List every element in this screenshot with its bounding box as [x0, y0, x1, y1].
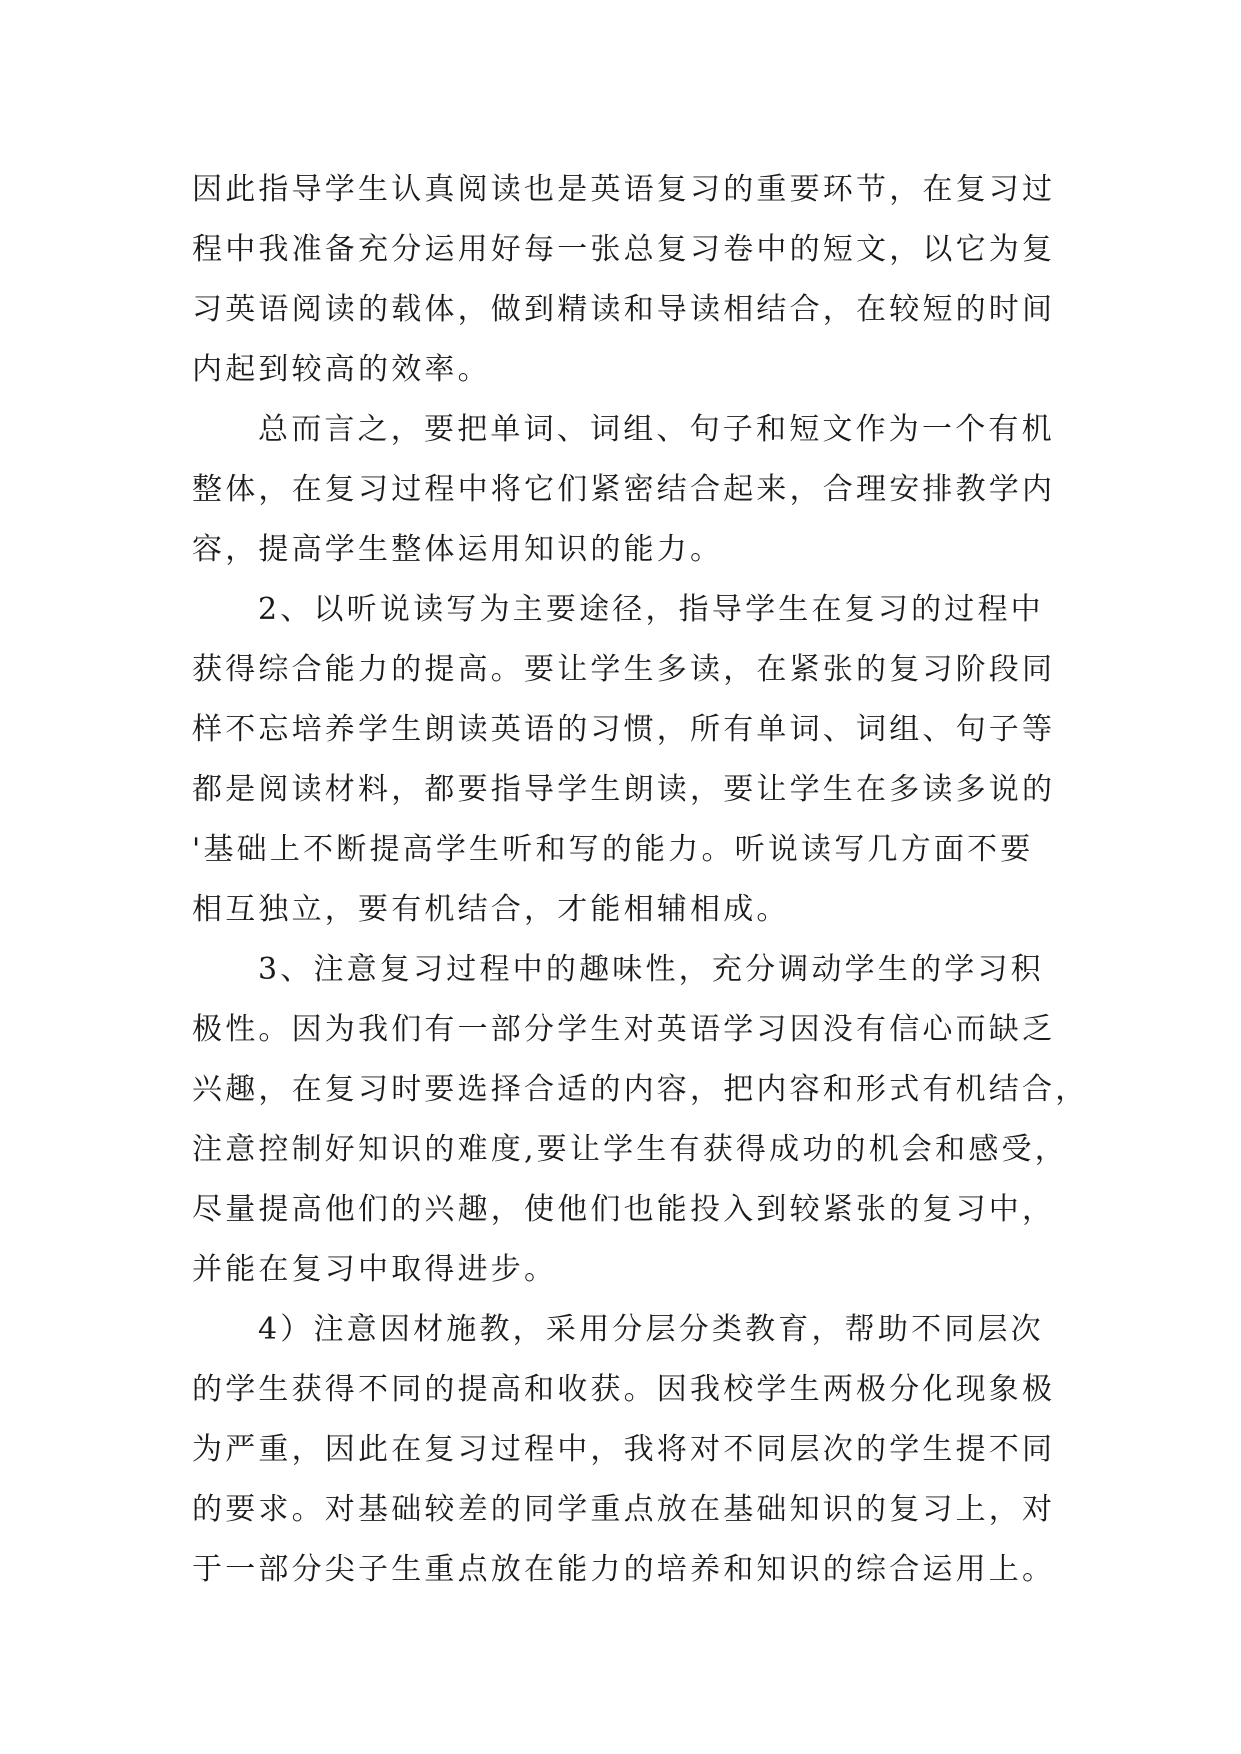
text-line: 因此指导学生认真阅读也是英语复习的重要环节，在复习过: [192, 172, 1056, 207]
text-line: 获得综合能力的提高。要让学生多读，在紧张的复习阶段同: [192, 652, 1056, 687]
text-line: 的要求。对基础较差的同学重点放在基础知识的复习上，对: [192, 1492, 1056, 1527]
text-line: 为严重，因此在复习过程中，我将对不同层次的学生提不同: [192, 1432, 1056, 1467]
text-line: 容，提高学生整体运用知识的能力。: [192, 532, 724, 567]
text-line: 程中我准备充分运用好每一张总复习卷中的短文，以它为复: [192, 232, 1056, 267]
text-line: 样不忘培养学生朗读英语的习惯，所有单词、词组、句子等: [192, 712, 1056, 747]
paragraph-start-line: 2、以听说读写为主要途径，指导学生在复习的过程中: [258, 592, 1044, 627]
text-line: 注意控制好知识的难度,要让学生有获得成功的机会和感受，: [192, 1132, 1068, 1167]
text-line: 于一部分尖子生重点放在能力的培养和知识的综合运用上。: [192, 1552, 1056, 1587]
paragraph-start-line: 3、注意复习过程中的趣味性，充分调动学生的学习积: [258, 952, 1044, 987]
text-line: 都是阅读材料，都要指导学生朗读，要让学生在多读多说的: [192, 772, 1056, 807]
text-line: 尽量提高他们的兴趣，使他们也能投入到较紧张的复习中，: [192, 1192, 1056, 1227]
text-line: 整体，在复习过程中将它们紧密结合起来，合理安排教学内: [192, 472, 1056, 507]
paragraph-start-line: 4）注意因材施教，采用分层分类教育，帮助不同层次: [258, 1312, 1044, 1347]
text-line: '基础上不断提高学生听和写的能力。听说读写几方面不要: [192, 832, 1034, 867]
text-line: 的学生获得不同的提高和收获。因我校学生两极分化现象极: [192, 1372, 1056, 1407]
text-line: 兴趣，在复习时要选择合适的内容，把内容和形式有机结合，: [192, 1072, 1089, 1107]
text-line: 内起到较高的效率。: [192, 352, 491, 387]
paragraph-start-line: 总而言之，要把单词、词组、句子和短文作为一个有机: [258, 412, 1055, 447]
text-line: 极性。因为我们有一部分学生对英语学习因没有信心而缺乏: [192, 1012, 1056, 1047]
text-line: 习英语阅读的载体，做到精读和导读相结合，在较短的时间: [192, 292, 1056, 327]
body-text: [192, 160, 1089, 1600]
text-line: 并能在复习中取得进步。: [192, 1252, 558, 1287]
text-line: 相互独立，要有机结合，才能相辅相成。: [192, 892, 790, 927]
